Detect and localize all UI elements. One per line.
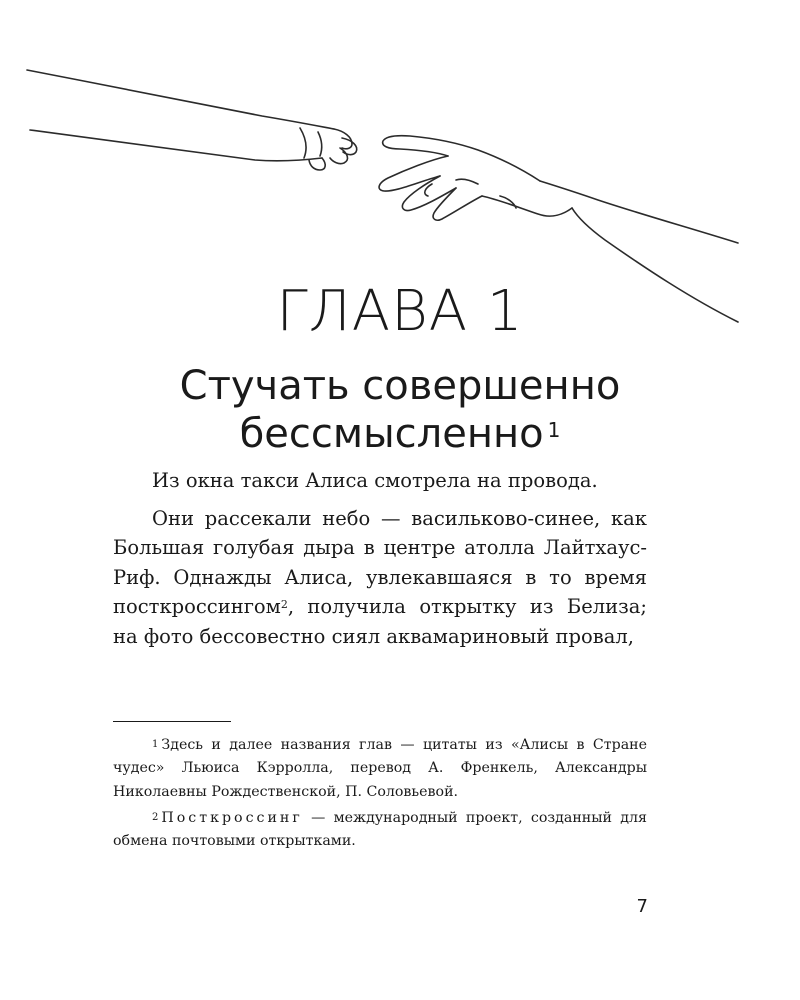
chapter-title-line-1: Стучать совершенно (179, 363, 621, 409)
footnote-2 (113, 807, 647, 854)
chapter-number: ГЛАВА 1 (276, 279, 524, 344)
footnote-1-text: Здесь и далее названия глав — цитаты из «Алисы в Стране чудес» Льюиса Кэрролла, перевод А. Френкель, Александры Николаевны Рождественской, П. Соловьевой. (113, 737, 647, 800)
footnote-2-marker: 2 (152, 811, 159, 823)
chapter-title-line-2 (0, 410, 800, 458)
paragraph-2-text-end: , получила открытку из Белиза; на фото бессовестно сиял аквамариновый провал, (113, 595, 647, 648)
footnotes (113, 734, 647, 853)
paragraph-2 (113, 504, 647, 652)
chapter-title-line-2-text: бессмысленно (239, 411, 544, 457)
chapter-title (0, 362, 800, 458)
paragraph-1: Из окна такси Алиса смотрела на провода. (152, 469, 598, 492)
footnote-2-term: Посткроссинг (161, 809, 303, 826)
footnote-ref-2[interactable]: 2 (280, 598, 288, 612)
footnote-1-marker: 1 (152, 739, 159, 750)
footnote-1 (113, 734, 647, 804)
footnote-divider (113, 721, 231, 722)
page-number: 7 (636, 896, 648, 917)
footnote-2-text: — международный проект, созданный для обмена почтовыми открытками. (113, 809, 647, 850)
paragraph-2-text-start: Они рассекали небо — васильково-синее, как Большая голубая дыра в центре атолла Лайтхаус-Риф. Однажды Алиса, увлекавшаяся в то время посткроссингом (113, 506, 647, 619)
footnote-ref-1[interactable]: 1 (547, 418, 561, 442)
body-text (113, 466, 647, 652)
